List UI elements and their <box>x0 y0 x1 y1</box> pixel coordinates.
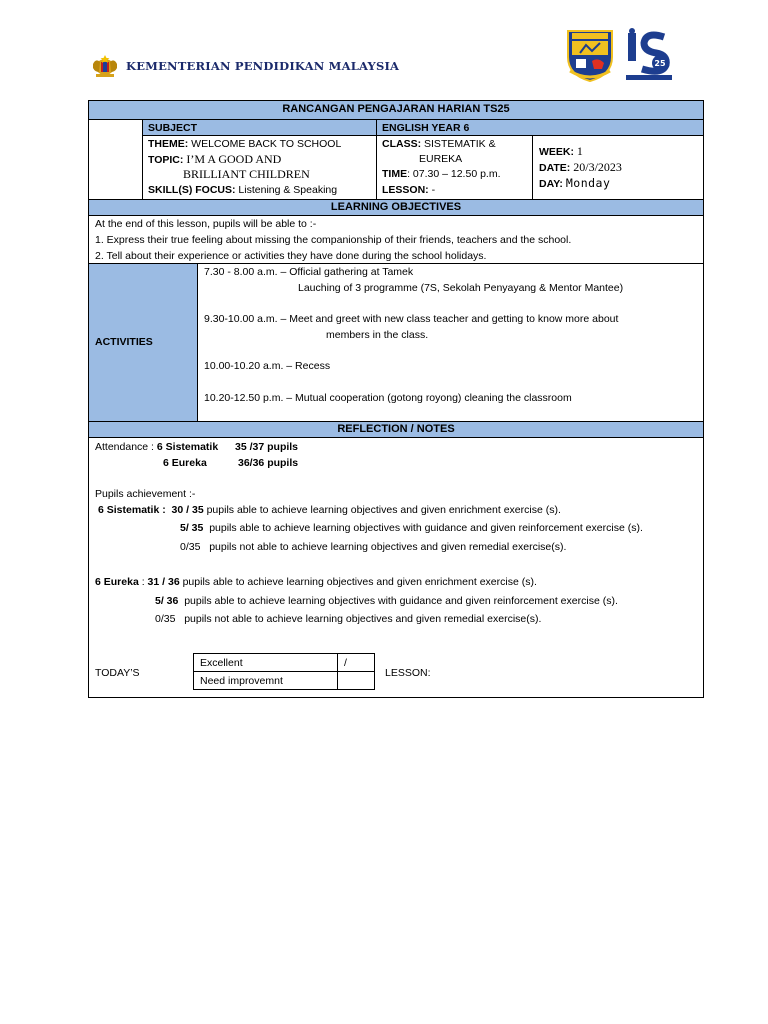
theme-label: THEME: <box>148 138 189 150</box>
sistematik-text-1: pupils able to achieve learning objectives and given enrichment exercise (s). <box>206 504 561 516</box>
attendance-line-1 <box>95 440 218 454</box>
eureka-row-3 <box>155 612 541 626</box>
theme-line <box>148 137 341 151</box>
activity-line-2: Lauching of 3 programme (7S, Sekolah Penyayang & Mentor Mantee) <box>298 282 624 294</box>
eureka-count-2: 5/ 36 <box>155 595 179 607</box>
eureka-text-1: pupils able to achieve learning objectives and given enrichment exercise (s). <box>182 576 537 588</box>
school-crest-icon <box>562 27 618 83</box>
activity-line-6: 10.20-12.50 p.m. – Mutual cooperation (gotong royong) cleaning the classroom <box>204 392 572 404</box>
day-label: DAY: <box>539 178 563 190</box>
class-value-line1: SISTEMATIK & <box>424 138 496 150</box>
objectives-intro: At the end of this lesson, pupils will be able to :- <box>95 218 317 230</box>
objective-item-2: 2. Tell about their experience or activities they have done during the school holidays. <box>95 250 487 262</box>
ministry-header <box>90 54 399 78</box>
date-value: 20/3/2023 <box>573 160 622 174</box>
eureka-row-2 <box>155 594 618 608</box>
achievement-label: Pupils achievement :- <box>95 488 196 500</box>
rating-label: Excellent <box>194 654 338 672</box>
time-label: TIME <box>382 168 408 180</box>
lesson-rating-label: LESSON: <box>385 667 431 679</box>
day-line <box>539 176 610 191</box>
activity-line-4: members in the class. <box>326 329 429 341</box>
class-value-line2: EUREKA <box>419 153 463 165</box>
sistematik-row-2 <box>180 521 643 535</box>
lesson-label: LESSON: <box>382 184 429 196</box>
subject-value: ENGLISH YEAR 6 <box>382 122 470 134</box>
objectives-heading: LEARNING OBJECTIVES <box>330 201 462 213</box>
ministry-name: KEMENTERIAN PENDIDIKAN MALAYSIA <box>126 59 400 73</box>
lesson-line <box>382 183 435 197</box>
date-line <box>539 160 622 175</box>
topic-value-line2: BRILLIANT CHILDREN <box>183 167 310 181</box>
rating-mark[interactable]: / <box>338 654 375 672</box>
header-logos <box>562 27 674 83</box>
skill-line <box>148 183 337 197</box>
rating-row-excellent <box>194 654 375 672</box>
eureka-separator: : <box>141 576 145 588</box>
time-line <box>382 167 501 181</box>
document-title: RANCANGAN PENGAJARAN HARIAN TS25 <box>282 103 510 115</box>
sistematik-count-2: 5/ 35 <box>180 522 204 534</box>
svg-text:25: 25 <box>654 59 666 68</box>
sistematik-label: 6 Sistematik : <box>98 504 166 516</box>
sistematik-count-1: 30 / 35 <box>171 504 204 516</box>
eureka-text-3: pupils not able to achieve learning objectives and given remedial exercise(s). <box>184 613 542 625</box>
eureka-text-2: pupils able to achieve learning objectives with guidance and given reinforcement exercise (s). <box>184 595 618 607</box>
class-line <box>382 137 496 151</box>
skill-value: Listening & Speaking <box>238 184 338 196</box>
attendance-class-1: 6 Sistematik <box>156 441 219 453</box>
day-value: Monday <box>565 176 611 190</box>
activity-line-1: 7.30 - 8.00 a.m. – Official gathering at Tamek <box>204 266 414 278</box>
rating-label: Need improvemnt <box>194 672 338 690</box>
time-value: : 07.30 – 12.50 p.m. <box>407 168 501 180</box>
eureka-label: 6 Eureka <box>95 576 139 588</box>
topic-line <box>148 152 281 167</box>
reflection-heading: REFLECTION / NOTES <box>337 423 455 435</box>
lesson-rating-table <box>193 653 375 690</box>
activity-line-3: 9.30-10.00 a.m. – Meet and greet with new class teacher and getting to know more about <box>204 313 619 325</box>
topic-value-line1: I’M A GOOD AND <box>186 152 282 166</box>
topic-label: TOPIC: <box>148 154 184 166</box>
skill-label: SKILL(S) FOCUS: <box>148 184 236 196</box>
eureka-count-3: 0/35 <box>155 613 176 625</box>
subject-label: SUBJECT <box>148 122 198 134</box>
sistematik-text-2: pupils able to achieve learning objectives with guidance and given reinforcement exercise (s). <box>209 522 643 534</box>
attendance-count-1: 35 /37 pupils <box>235 441 299 453</box>
class-label: CLASS: <box>382 138 422 150</box>
rating-mark[interactable] <box>338 672 375 690</box>
activities-label: ACTIVITIES <box>95 336 153 348</box>
ministry-crest-icon <box>90 54 120 78</box>
sistematik-count-3: 0/35 <box>180 541 201 553</box>
activity-line-5: 10.00-10.20 a.m. – Recess <box>204 360 331 372</box>
lesson-plan-document <box>88 100 704 698</box>
eureka-count-1: 31 / 36 <box>147 576 180 588</box>
week-line <box>539 144 583 159</box>
attendance-count-2: 36/36 pupils <box>238 457 299 469</box>
sistematik-row-1 <box>98 503 561 517</box>
objective-item-1: 1. Express their true feeling about missing the companionship of their friends, teachers and the school. <box>95 234 572 246</box>
ts25-logo-icon <box>624 27 674 83</box>
week-label: WEEK: <box>539 146 574 158</box>
theme-value: WELCOME BACK TO SCHOOL <box>191 138 342 150</box>
todays-label: TODAY’S <box>95 667 140 679</box>
attendance-label: Attendance : <box>95 441 154 453</box>
eureka-row-1 <box>95 575 537 589</box>
date-label: DATE: <box>539 162 571 174</box>
rating-row-need-improvement <box>194 672 375 690</box>
sistematik-text-3: pupils not able to achieve learning objectives and given remedial exercise(s). <box>209 541 567 553</box>
sistematik-row-3 <box>180 540 566 554</box>
week-value: 1 <box>576 144 583 158</box>
lesson-value: - <box>431 184 436 196</box>
attendance-class-2: 6 Eureka <box>163 457 207 469</box>
